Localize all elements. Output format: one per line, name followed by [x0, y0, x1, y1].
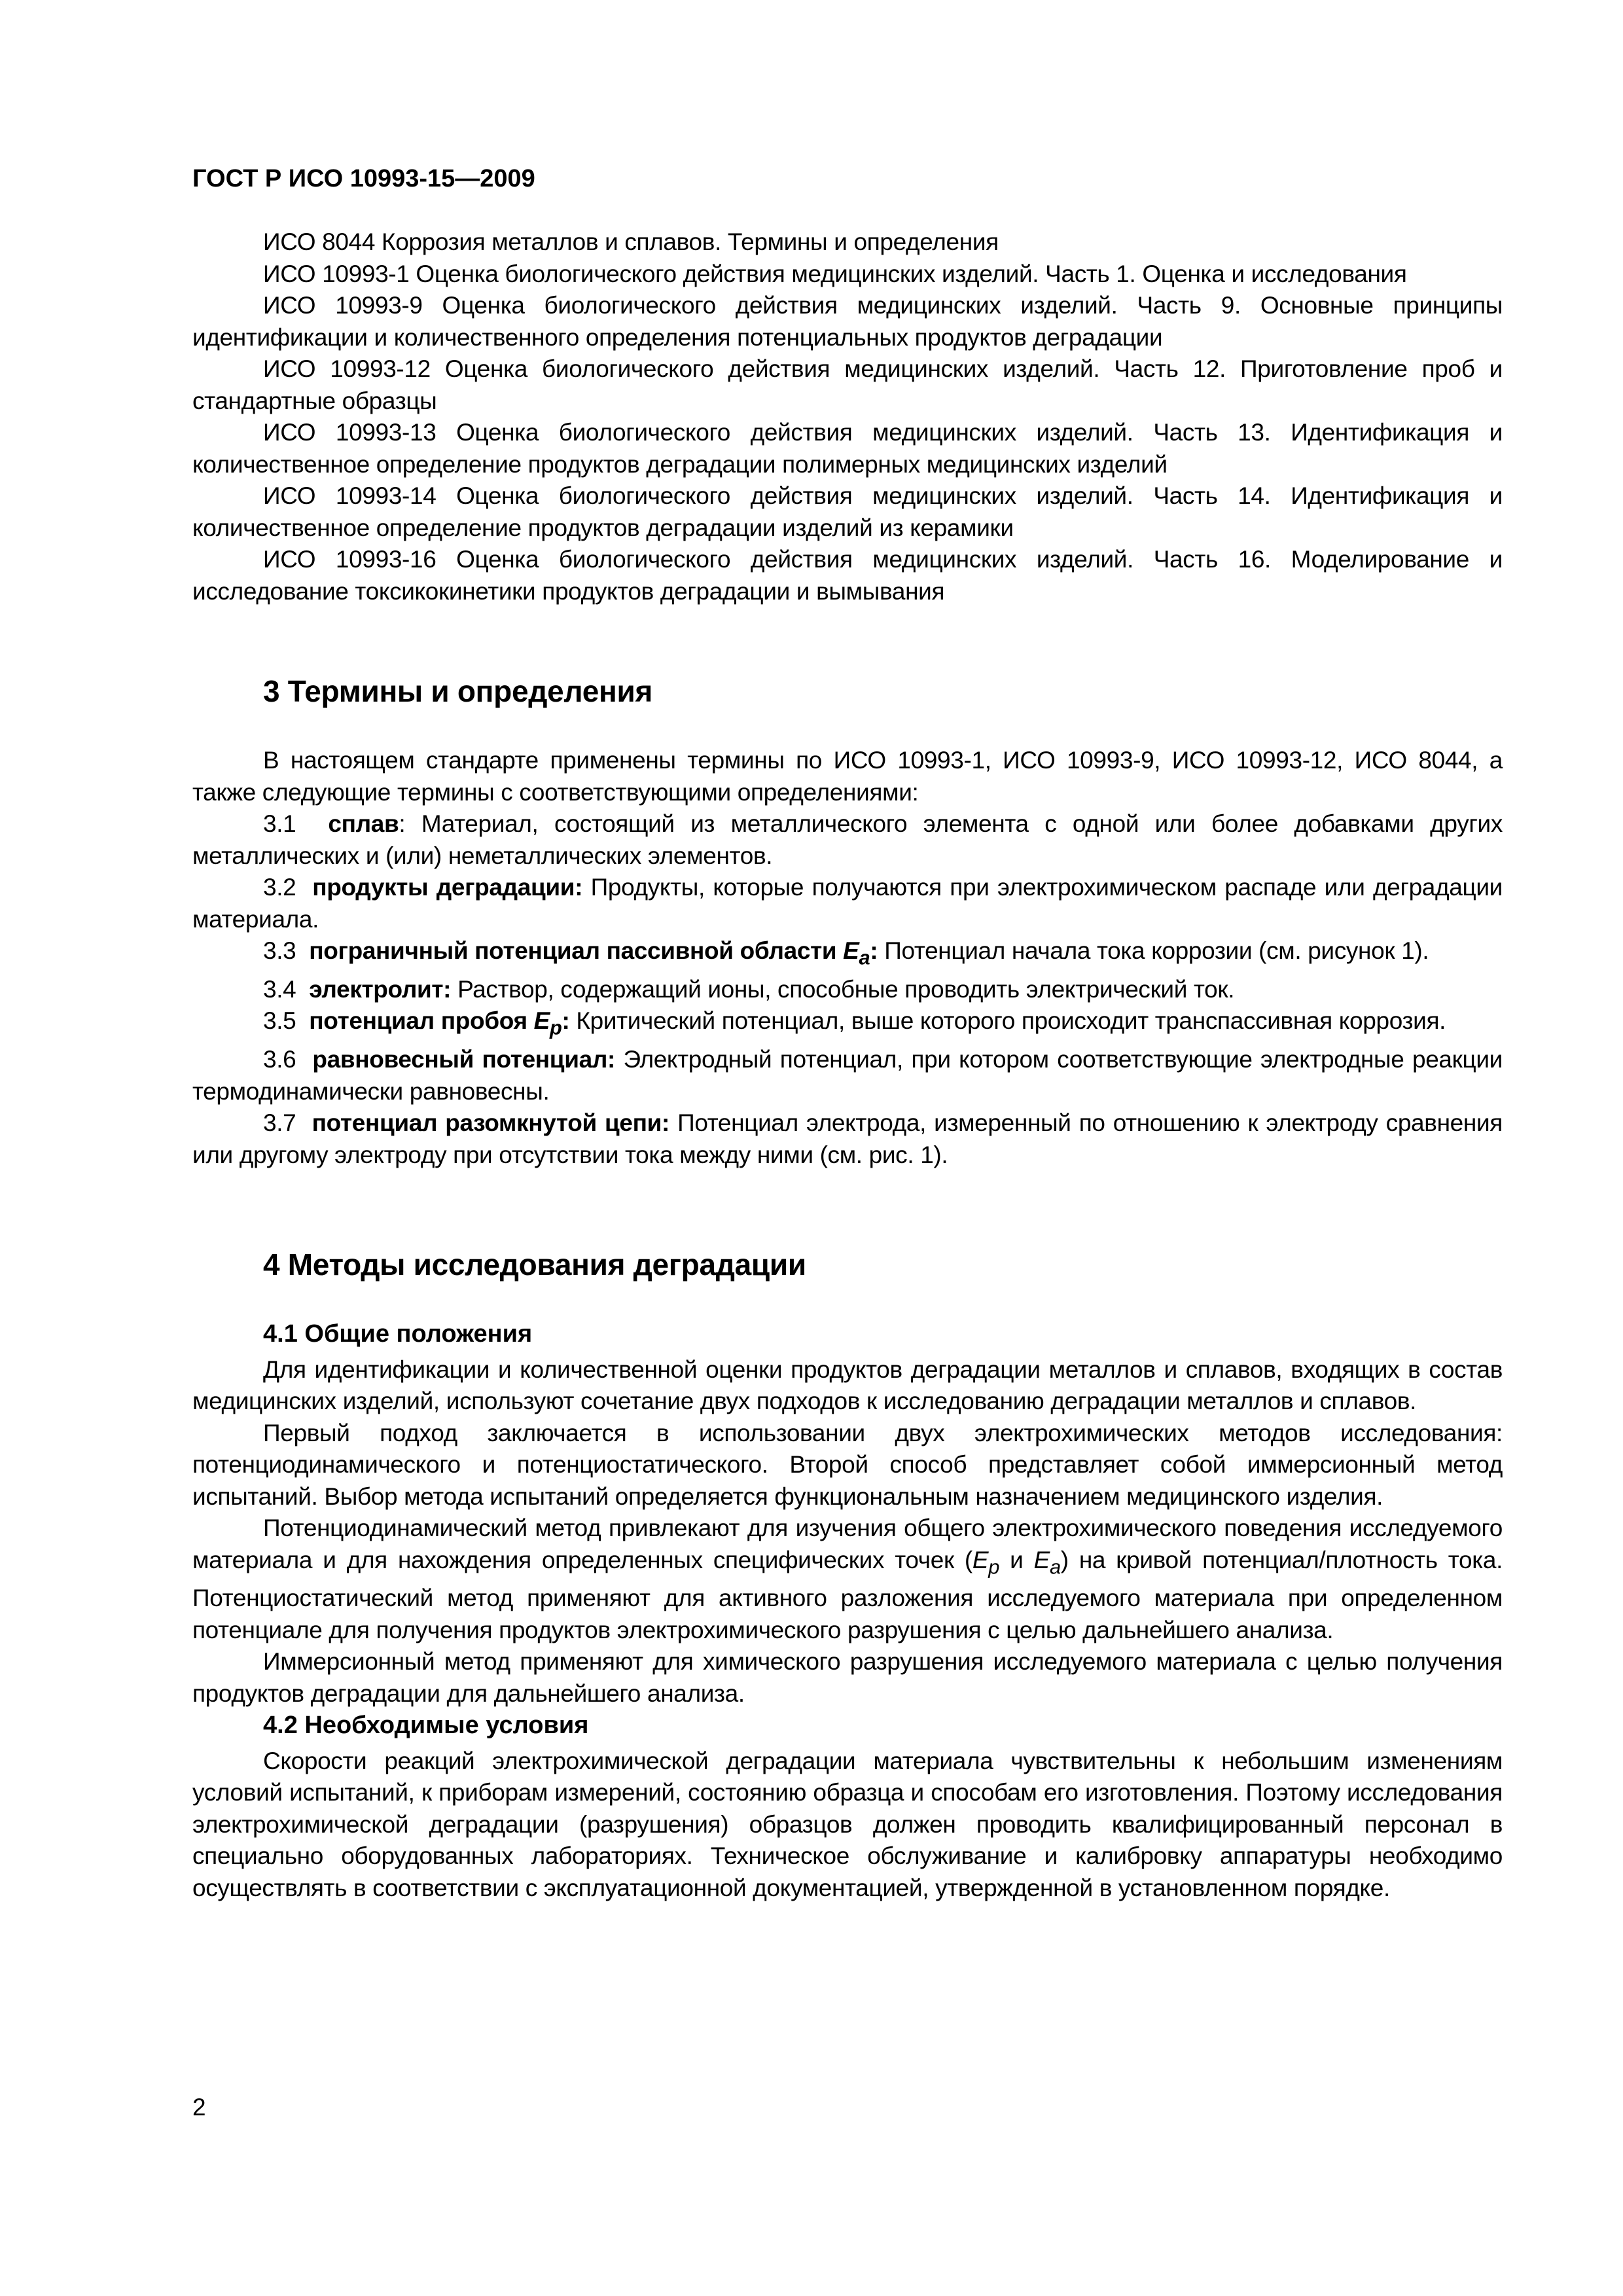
- term-definition: Потенциал начала тока коррозии (см. рисунок 1).: [878, 937, 1429, 964]
- term-definition: Потенциал электрода, измеренный по отношению к электроду сравнения или другому электроду при отсутствии тока между ними (см. рис. 1).: [192, 1109, 1503, 1168]
- term-entry: [192, 1107, 1503, 1171]
- term-colon: :: [443, 975, 452, 1003]
- term-symbol: E: [533, 1007, 550, 1035]
- section-4-title: 4 Методы исследования деградации: [263, 1247, 806, 1282]
- term-colon: :: [575, 874, 583, 901]
- term-symbol: E: [843, 937, 859, 964]
- term-entry: [192, 974, 1503, 1006]
- document-page: [192, 0, 1503, 2296]
- term-definition: Критический потенциал, выше которого происходит транспассивная коррозия.: [569, 1007, 1446, 1035]
- term-name: потенциал разомкнутой цепи: [312, 1109, 662, 1137]
- term-entry: [192, 808, 1503, 872]
- symbol-subscript-a: a: [1049, 1554, 1061, 1578]
- paragraph: Скорости реакций электрохимической деградации материала чувствительны к небольшим изменениям условий испытаний, к приборам измерений, состоянию образца и способам его изготовления. Поэтому исследования электрохимической деградации (разрушения) образцов должен проводить квалифицированный персонал в специально оборудованных лабораториях. Техническое обслуживание и калибровку аппаратуры необходимо осуществлять в соответствии с эксплуатационной документацией, утвержденной в установленном порядке.: [192, 1747, 1503, 1901]
- paragraph: [192, 1513, 1503, 1646]
- term-colon: :: [562, 1007, 570, 1035]
- section-degradation-methods: [192, 1245, 1503, 1904]
- term-colon: :: [607, 1046, 615, 1073]
- normative-references-list: [192, 226, 1503, 607]
- term-symbol-subscript: p: [549, 1016, 562, 1039]
- term-name: продукты деградации: [312, 874, 575, 901]
- section-3-intro: В настоящем стандарте применены термины по ИСО 10993-1, ИСО 10993-9, ИСО 10993-12, ИСО 8044, а также следующие термины с соответствующими определениями:: [192, 747, 1503, 806]
- term-colon: :: [870, 937, 878, 964]
- paragraph: Для идентификации и количественной оценки продуктов деградации металлов и сплавов, входящих в состав медицинских изделий, используют сочетание двух подходов к исследованию деградации металлов и сплавов.: [192, 1355, 1503, 1414]
- term-symbol-subscript: a: [859, 946, 870, 969]
- term-name: сплав: [328, 810, 399, 837]
- subsection-4-1-title: 4.1 Общие положения: [263, 1320, 533, 1348]
- reference-item: ИСО 10993-16 Оценка биологического действия медицинских изделий. Часть 16. Моделирование и исследование токсикокинетики продуктов деградации и вымывания: [192, 546, 1503, 605]
- term-colon: :: [399, 810, 406, 837]
- reference-item: ИСО 10993-1 Оценка биологического действия медицинских изделий. Часть 1. Оценка и исследования: [263, 260, 1407, 287]
- term-name: равновесный потенциал: [312, 1046, 607, 1073]
- page-number: 2: [192, 2094, 206, 2121]
- subsection-4-2-title: 4.2 Необходимые условия: [263, 1712, 589, 1740]
- term-colon: :: [661, 1109, 669, 1137]
- paragraph-text: и: [999, 1546, 1034, 1573]
- term-number: 3.4: [263, 975, 296, 1003]
- term-entry: [192, 872, 1503, 935]
- term-entry: [192, 1044, 1503, 1107]
- reference-item: ИСО 10993-14 Оценка биологического действия медицинских изделий. Часть 14. Идентификация и количественное определение продуктов деградации изделий из керамики: [192, 482, 1503, 541]
- symbol-e: E: [972, 1546, 989, 1573]
- term-name: электролит: [309, 975, 444, 1003]
- paragraph: Иммерсионный метод применяют для химического разрушения исследуемого материала с целью получения продуктов деградации для дальнейшего анализа.: [192, 1648, 1503, 1707]
- term-name: потенциал пробоя: [309, 1007, 534, 1035]
- reference-item: ИСО 8044 Коррозия металлов и сплавов. Термины и определения: [263, 228, 999, 255]
- section-3-title: 3 Термины и определения: [263, 674, 653, 708]
- symbol-subscript-p: p: [988, 1554, 1000, 1578]
- term-number: 3.1: [263, 810, 296, 837]
- term-number: 3.2: [263, 874, 296, 901]
- reference-item: ИСО 10993-13 Оценка биологического действия медицинских изделий. Часть 13. Идентификация и количественное определение продуктов деградации полимерных медицинских изделий: [192, 419, 1503, 478]
- document-header: ГОСТ Р ИСО 10993-15—2009: [192, 165, 535, 192]
- paragraph-text: ) на кривой потенциал/плотность тока. Потенциостатический метод применяют для активного разложения исследуемого материала при определенном потенциале для получения продуктов электрохимического разрушения с целью дальнейшего анализа.: [192, 1546, 1503, 1643]
- term-entry: [192, 1005, 1503, 1044]
- term-number: 3.5: [263, 1007, 296, 1035]
- symbol-e: E: [1033, 1546, 1050, 1573]
- term-definition: Материал, состоящий из металлического элемента с одной или более добавками других металлических и (или) неметаллических элементов.: [192, 810, 1503, 869]
- term-definition: Раствор, содержащий ионы, способные проводить электрический ток.: [451, 975, 1235, 1003]
- paragraph-text: Потенциодинамический метод привлекают для изучения общего электрохимического поведения исследуемого материала и для нахождения определенных специфических точек (: [192, 1515, 1503, 1573]
- term-number: 3.6: [263, 1046, 296, 1073]
- term-number: 3.7: [263, 1109, 296, 1137]
- term-entry: [192, 935, 1503, 974]
- term-definition: Электродный потенциал, при котором соответствующие электродные реакции термодинамически равновесны.: [192, 1046, 1503, 1105]
- reference-item: ИСО 10993-12 Оценка биологического действия медицинских изделий. Часть 12. Приготовление проб и стандартные образцы: [192, 355, 1503, 414]
- term-definition: Продукты, которые получаются при электрохимическом распаде или деградации материала.: [192, 874, 1503, 933]
- term-number: 3.3: [263, 937, 296, 964]
- reference-item: ИСО 10993-9 Оценка биологического действия медицинских изделий. Часть 9. Основные принципы идентификации и количественного определения потенциальных продуктов деградации: [192, 292, 1503, 351]
- paragraph: Первый подход заключается в использовании двух электрохимических методов исследования: потенциодинамического и потенциостатического. Второй способ представляет собой иммерсионный метод испытаний. Выбор метода испытаний определяется функциональным назначением медицинского изделия.: [192, 1419, 1503, 1510]
- section-terms: [192, 672, 1503, 1171]
- term-name: пограничный потенциал пассивной области: [309, 937, 844, 964]
